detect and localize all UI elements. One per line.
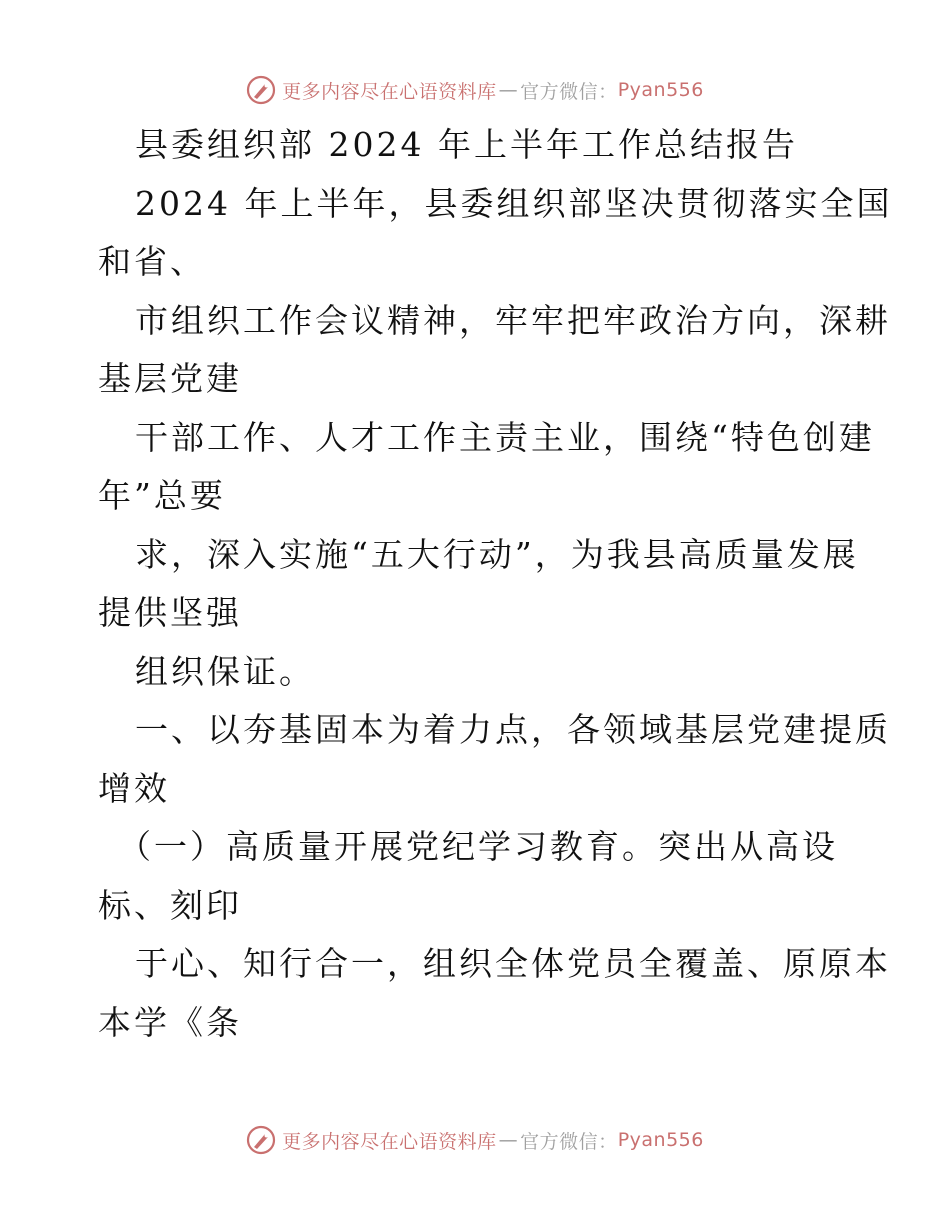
document-title: 县委组织部 2024 年上半年工作总结报告	[135, 125, 798, 164]
header-watermark	[0, 70, 950, 110]
section-heading-continued: 增效	[98, 768, 170, 808]
footer-watermark	[0, 1120, 950, 1160]
paragraph-line: 干部工作、人才工作主责主业，围绕“特色创建	[135, 417, 875, 457]
paragraph-line: 标、刻印	[98, 885, 242, 925]
watermark-wechat-label: 官方微信：	[520, 80, 618, 103]
paragraph-line: 求，深入实施“五大行动”，为我县高质量发展	[135, 534, 859, 574]
paragraph-line: 于心、知行合一，组织全体党员全覆盖、原原本	[135, 944, 891, 983]
paragraph-line: 提供坚强	[98, 593, 242, 632]
watermark-separator: —	[498, 79, 519, 101]
document-body	[98, 116, 893, 1052]
watermark-separator: —	[498, 1129, 519, 1151]
paragraph-line: 本学《条	[98, 1002, 242, 1042]
paragraph-line: 基层党建	[98, 359, 242, 398]
paragraph-line: 组织保证。	[135, 651, 315, 691]
watermark-site: 更多内容尽在心语资料库	[282, 80, 497, 103]
watermark-site: 更多内容尽在心语资料库	[282, 1130, 497, 1153]
subsection-heading: （一）高质量开展党纪学习教育。突出从高设	[118, 827, 838, 866]
paragraph-line: 年”总要	[98, 476, 226, 515]
watermark-wechat-id: Pyan556	[617, 79, 704, 101]
watermark-wechat-id: Pyan556	[617, 1129, 704, 1151]
paragraph-line: 市组织工作会议精神，牢牢把牢政治方向，深耕	[135, 300, 891, 340]
pen-nib-logo-icon	[246, 1125, 276, 1155]
section-heading: 一、以夯基固本为着力点，各领域基层党建提质	[135, 710, 891, 749]
paragraph-line: 和省、	[98, 242, 206, 281]
pen-nib-logo-icon	[246, 75, 276, 105]
paragraph-line: 2024 年上半年，县委组织部坚决贯彻落实全国	[135, 183, 893, 223]
watermark-wechat-label: 官方微信：	[520, 1130, 618, 1153]
